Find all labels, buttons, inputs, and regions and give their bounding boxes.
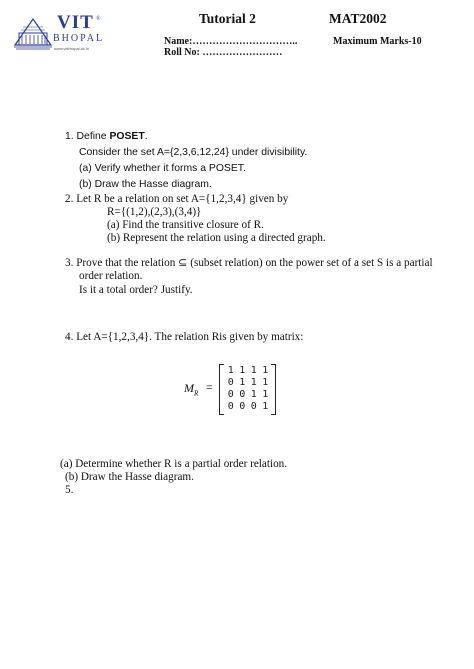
matrix-cell: 0 [239, 401, 246, 412]
matrix-cell: 1 [262, 365, 269, 376]
matrix-cell: 1 [262, 389, 269, 400]
q1-define-poset: 1. Define POSET. [65, 131, 148, 142]
matrix-cell: 1 [239, 365, 246, 376]
university-building-icon [13, 15, 53, 51]
q2-part-b: (b) Represent the relation using a directed graph. [107, 232, 326, 244]
matrix-equals: = [206, 380, 213, 394]
poset-term: POSET [109, 131, 145, 142]
q3-statement: 3. Prove that the relation ⊆ (subset relation) on the power set of a set S is a partial [65, 257, 433, 269]
registered-mark: ® [96, 16, 101, 22]
q2-relation: R={(1,2),(2,3),(3,4)} [107, 206, 202, 218]
course-code: MAT2002 [329, 11, 387, 26]
name-field-label: Name:………………………….. [164, 36, 298, 47]
vit-bhopal-logo [13, 13, 115, 63]
logo-title: VIT [57, 12, 94, 33]
matrix-cell: 0 [250, 401, 257, 412]
q4-part-b: (b) Draw the Hasse diagram. [65, 471, 194, 483]
q4-statement: 4. Let A={1,2,3,4}. The relation Ris given by matrix: [65, 331, 304, 343]
q1-part-b: (b) Draw the Hasse diagram. [79, 179, 212, 190]
matrix-cell: 0 [227, 389, 234, 400]
logo-subtitle: BHOPAL [53, 33, 105, 44]
q2-part-a: (a) Find the transitive closure of R. [107, 219, 264, 231]
roll-no-field-label: Roll No: …………………… [164, 47, 283, 58]
q4-part-a: (a) Determine whether R is a partial order relation. [60, 458, 288, 470]
matrix-cell: 1 [262, 377, 269, 388]
matrix-label: $M_R$ [184, 381, 199, 398]
matrix-cell: 1 [250, 377, 257, 388]
matrix-grid [225, 365, 270, 413]
q1-part-a: (a) Verify whether it forms a POSET. [79, 163, 246, 174]
matrix-cell: 0 [239, 389, 246, 400]
q1-set-statement: Consider the set A={2,3,6,12,24} under divisibility. [79, 147, 308, 158]
matrix-cell: 0 [227, 401, 234, 412]
matrix-cell: 1 [250, 389, 257, 400]
relation-matrix [184, 362, 284, 414]
matrix-left-bracket [219, 364, 224, 415]
page-title: Tutorial 2 [199, 11, 256, 26]
logo-url: www.vitbhopal.ac.in [54, 46, 90, 51]
matrix-cell: 1 [250, 365, 257, 376]
matrix-cell: 0 [227, 377, 234, 388]
q3-total-order-question: Is it a total order? Justify. [79, 284, 193, 296]
maximum-marks: Maximum Marks-10 [333, 36, 422, 47]
matrix-cell: 1 [227, 365, 234, 376]
matrix-right-bracket [271, 364, 276, 415]
q3-continuation: order relation. [79, 270, 143, 282]
matrix-cell: 1 [239, 377, 246, 388]
q5-number: 5. [65, 484, 74, 496]
q2-statement: 2. Let R be a relation on set A={1,2,3,4} given by [65, 193, 289, 205]
matrix-cell: 1 [262, 401, 269, 412]
